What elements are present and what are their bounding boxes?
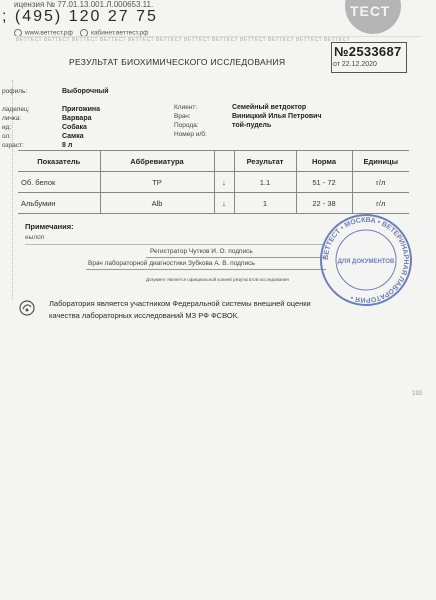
- col-header-units: Единицы: [352, 151, 409, 172]
- species-value: Собака: [62, 124, 87, 131]
- age-label: озраст:: [2, 142, 24, 149]
- phone-number: ; (495) 120 27 75: [2, 8, 158, 25]
- cell-result: 1: [234, 193, 296, 214]
- cell-abbr: Alb: [100, 193, 214, 214]
- pet-name-label: личка:: [2, 115, 22, 122]
- margin-reference: 193: [412, 391, 423, 397]
- stamp-inner-text: ДЛЯ ДОКУМЕНТОВ: [337, 259, 395, 265]
- license-number: ицензия № 77.01.13.001.Л.000653.11.: [14, 0, 154, 9]
- table-header-row: [18, 151, 409, 172]
- report-date: от 22.12.2020: [333, 61, 377, 68]
- notes-label: Примечания:: [25, 222, 74, 231]
- age-value: 8 л: [62, 142, 73, 149]
- cell-norm: 51 - 72: [296, 172, 352, 193]
- owner-value: Пригожина: [62, 106, 101, 113]
- breed-value: той-пудель: [232, 122, 272, 129]
- fsvok-logo-icon: [19, 300, 35, 316]
- doctor-value: Виницкий Илья Петрович: [232, 113, 322, 120]
- case-number-label: Номер и/б:: [174, 131, 207, 138]
- cell-indicator: Об. белок: [18, 172, 100, 193]
- doctor-label: Врач:: [174, 113, 191, 120]
- col-header-flag: [214, 151, 234, 172]
- doctor-signature-line: [86, 269, 326, 270]
- cell-indicator: Альбумин: [18, 193, 100, 214]
- doctor-signature: Врач лабораторной диагностики Зубкова А. В. подпись: [88, 260, 255, 267]
- low-flag-icon: ↓: [214, 172, 234, 193]
- notes-underline: [25, 244, 325, 245]
- profile-label: рофиль:: [2, 88, 28, 95]
- col-header-norm: Норма: [296, 151, 352, 172]
- cell-result: 1.1: [234, 172, 296, 193]
- report-number: №2533687: [334, 44, 402, 59]
- site-link-1[interactable]: www.веттест.рф: [24, 29, 73, 37]
- cell-norm: 22 - 38: [296, 193, 352, 214]
- species-label: ид:: [2, 124, 12, 131]
- table-row: [18, 193, 409, 214]
- breed-label: Порода:: [174, 122, 199, 129]
- table-row: [18, 172, 409, 193]
- col-header-abbr: Аббревиатура: [100, 151, 214, 172]
- fsvok-statement: Лаборатория является участником Федеральной системы внешней оценки качества лабораторных исследований МЗ РФ ФСВОК.: [49, 299, 311, 320]
- report-title: РЕЗУЛЬТАТ БИОХИМИЧЕСКОГО ИССЛЕДОВАНИЯ: [69, 57, 286, 67]
- sex-value: Самка: [62, 133, 84, 140]
- cell-units: г/л: [352, 172, 409, 193]
- col-header-indicator: Показатель: [18, 151, 100, 172]
- margin-marks: [12, 80, 15, 300]
- cell-abbr: TP: [100, 172, 214, 193]
- registrar-signature-line: [146, 257, 326, 258]
- cell-units: г/л: [352, 193, 409, 214]
- lab-stamp: [319, 213, 413, 307]
- sex-label: ол:: [2, 133, 12, 140]
- results-table: [18, 150, 409, 214]
- client-label: Клиент:: [174, 104, 198, 111]
- owner-label: ладелец:: [2, 106, 30, 113]
- profile-value: Выборочный: [62, 88, 109, 95]
- site-link-2[interactable]: кабинет.веттест.рф: [90, 29, 149, 37]
- low-flag-icon: ↓: [214, 193, 234, 214]
- official-copy-note: Документ является официальной копией результатов исследования: [146, 277, 289, 282]
- notes-text: еылоп: [25, 234, 45, 241]
- brand-band: ВЕТТЕСТ ВЕТТЕСТ ВЕТТЕСТ ВЕТТЕСТ ВЕТТЕСТ ВЕТТЕСТ ВЕТТЕСТ ВЕТТЕСТ ВЕТТЕСТ ВЕТТЕСТ ВЕТТЕСТ ВЕТТЕСТ: [16, 36, 421, 43]
- registrar-signature: Регистратор Чутков И. О. подпись: [150, 248, 253, 255]
- client-value: Семейный ветдоктор: [232, 104, 307, 111]
- logo-text: ТЕСТ: [350, 3, 391, 19]
- stamp-outer-text: ВЕТТЕСТ • МОСКВА • ВЕТЕРИНАРНАЯ ЛАБОРАТОРИЯ •: [322, 216, 410, 304]
- pet-name-value: Варвара: [62, 115, 92, 122]
- col-header-result: Результат: [234, 151, 296, 172]
